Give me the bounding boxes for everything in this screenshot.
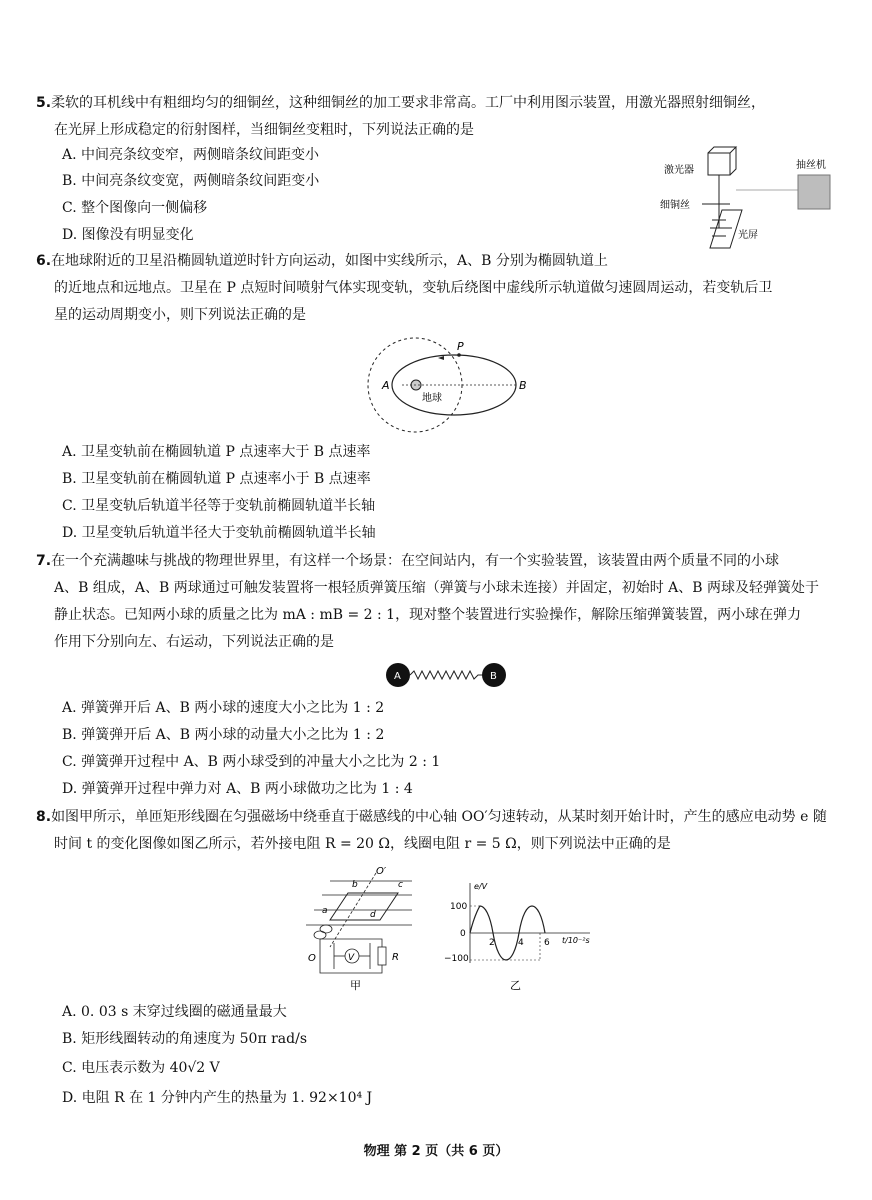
- x-tick-4: 4: [518, 938, 524, 948]
- option-b: B. 矩形线圈转动的角速度为 50π rad/s: [62, 1031, 308, 1047]
- option-b: B. 弹簧弹开后 A、B 两小球的动量大小之比为 1 : 2: [62, 727, 385, 743]
- slip-ring: [320, 925, 332, 933]
- question-stem-line: 静止状态。已知两小球的质量之比为 mA : mB = 2 : 1，现对整个装置进行实验操作，解除压缩弹簧装置，两小球在弹力: [54, 607, 802, 623]
- option-d: D. 电阻 R 在 1 分钟内产生的热量为 1. 92×10⁴ J: [62, 1090, 373, 1106]
- label-a: A: [382, 379, 390, 392]
- coil-circuit-figure: [300, 865, 430, 995]
- detector-box: [798, 175, 830, 209]
- question-stem-line: 的近地点和远地点。卫星在 P 点短时间喷射气体实现变轨，变轨后绕图中虚线所示轨道做匀速圆周运动，若变轨后卫: [54, 280, 773, 296]
- diffraction-apparatus-figure: [650, 140, 840, 260]
- screen-label: 光屏: [738, 230, 758, 241]
- question-stem: 柔软的耳机线中有粗细均匀的细铜丝，这种细铜丝的加工要求非常高。工厂中利用图示装置，用激光器照射细铜丝，: [51, 95, 766, 111]
- question-7: [36, 548, 836, 656]
- question-stem: 在一个充满趣味与挑战的物理世界里，有这样一个场景：在空间站内，有一个实验装置，该装置由两个质量不同的小球: [51, 553, 780, 569]
- option-c: C. 整个图像向一侧偏移: [62, 200, 208, 216]
- resistor-label: R: [392, 952, 399, 963]
- option-b: B. 中间亮条纹变宽，两侧暗条纹间距变小: [62, 173, 320, 189]
- label-a: a: [322, 906, 328, 916]
- x-tick-2: 2: [489, 938, 495, 948]
- figure-caption: 乙: [510, 979, 521, 992]
- option-d: D. 弹簧弹开过程中弹力对 A、B 两小球做功之比为 1 : 4: [62, 781, 413, 797]
- option-c: C. 电压表示数为 40√2 V: [62, 1060, 220, 1076]
- detector-label: 抽丝机: [796, 160, 826, 171]
- label-b: b: [352, 880, 358, 890]
- question-stem-line: 在光屏上形成稳定的衍射图样，当细铜丝变粗时，下列说法正确的是: [54, 122, 474, 138]
- laser-box-edge: [708, 147, 736, 175]
- label-a: A: [394, 671, 401, 682]
- y-axis-label: e/V: [474, 882, 488, 891]
- label-o-prime: O′: [376, 866, 387, 877]
- question-number: 6.: [36, 253, 52, 269]
- option-a: A. 中间亮条纹变窄，两侧暗条纹间距变小: [62, 147, 320, 163]
- option-a: A. 0. 03 s 末穿过线圈的磁通量最大: [62, 1004, 287, 1020]
- question-stem-line: A、B 组成，A、B 两球通过可触发装置将一根轻质弹簧压缩（弹簧与小球未连接）并固定，初始时 A、B 两球及轻弹簧处于: [54, 580, 819, 596]
- direction-arrow-icon: [438, 356, 444, 360]
- question-number: 8.: [36, 809, 52, 825]
- label-o: O: [308, 953, 316, 964]
- label-b: B: [519, 379, 527, 392]
- question-number: 5.: [36, 95, 52, 111]
- label-earth: 地球: [422, 393, 442, 404]
- orbit-figure: [360, 330, 540, 440]
- emf-time-graph: [440, 875, 595, 995]
- wire-label: 细铜丝: [660, 200, 690, 211]
- figure-caption: 甲: [350, 979, 361, 992]
- question-8: [36, 804, 836, 858]
- label-c: c: [398, 880, 403, 890]
- y-tick-0: 0: [460, 929, 466, 939]
- laser-box: [708, 153, 730, 175]
- option-a: A. 卫星变轨前在椭圆轨道 P 点速率大于 B 点速率: [62, 444, 371, 460]
- light-screen: [710, 210, 742, 248]
- question-stem-line: 作用下分别向左、右运动，下列说法正确的是: [54, 634, 334, 650]
- question-5: [36, 90, 836, 144]
- slip-ring: [314, 931, 326, 939]
- page-footer: 物理 第 2 页（共 6 页）: [363, 1144, 509, 1159]
- point-p: [457, 353, 461, 357]
- y-tick-100: 100: [450, 902, 468, 912]
- question-number: 7.: [36, 553, 52, 569]
- option-d: D. 卫星变轨后轨道半径大于变轨前椭圆轨道半长轴: [62, 525, 376, 541]
- label-b: B: [490, 671, 497, 682]
- x-axis-label: t/10⁻²s: [562, 936, 590, 945]
- spring-balls-figure: [380, 660, 510, 690]
- question-stem: 在地球附近的卫星沿椭圆轨道逆时针方向运动，如图中实线所示，A、B 分别为椭圆轨道上: [51, 253, 608, 269]
- question-6: [36, 248, 836, 329]
- laser-label: 激光器: [664, 165, 694, 176]
- option-d: D. 图像没有明显变化: [62, 227, 194, 243]
- option-c: C. 弹簧弹开过程中 A、B 两小球受到的冲量大小之比为 2 : 1: [62, 754, 441, 770]
- spring: [410, 671, 484, 679]
- resistor: [378, 947, 386, 965]
- x-tick-6: 6: [544, 938, 550, 948]
- rectangular-coil: [330, 893, 398, 920]
- label-d: d: [370, 910, 376, 920]
- option-b: B. 卫星变轨前在椭圆轨道 P 点速率小于 B 点速率: [62, 471, 371, 487]
- question-stem-line: 时间 t 的变化图像如图乙所示，若外接电阻 R = 20 Ω，线圈电阻 r = 5 Ω，则下列说法中正确的是: [54, 836, 671, 852]
- option-a: A. 弹簧弹开后 A、B 两小球的速度大小之比为 1 : 2: [62, 700, 385, 716]
- voltmeter-label: V: [348, 953, 355, 963]
- question-stem-line: 星的运动周期变小，则下列说法正确的是: [54, 307, 306, 323]
- option-c: C. 卫星变轨后轨道半径等于变轨前椭圆轨道半长轴: [62, 498, 376, 514]
- question-stem: 如图甲所示，单匝矩形线圈在匀强磁场中绕垂直于磁感线的中心轴 OO′匀速转动，从某时刻开始计时，产生的感应电动势 e 随: [51, 809, 827, 825]
- y-tick-minus-100: −100: [444, 954, 469, 964]
- label-p: P: [457, 340, 464, 353]
